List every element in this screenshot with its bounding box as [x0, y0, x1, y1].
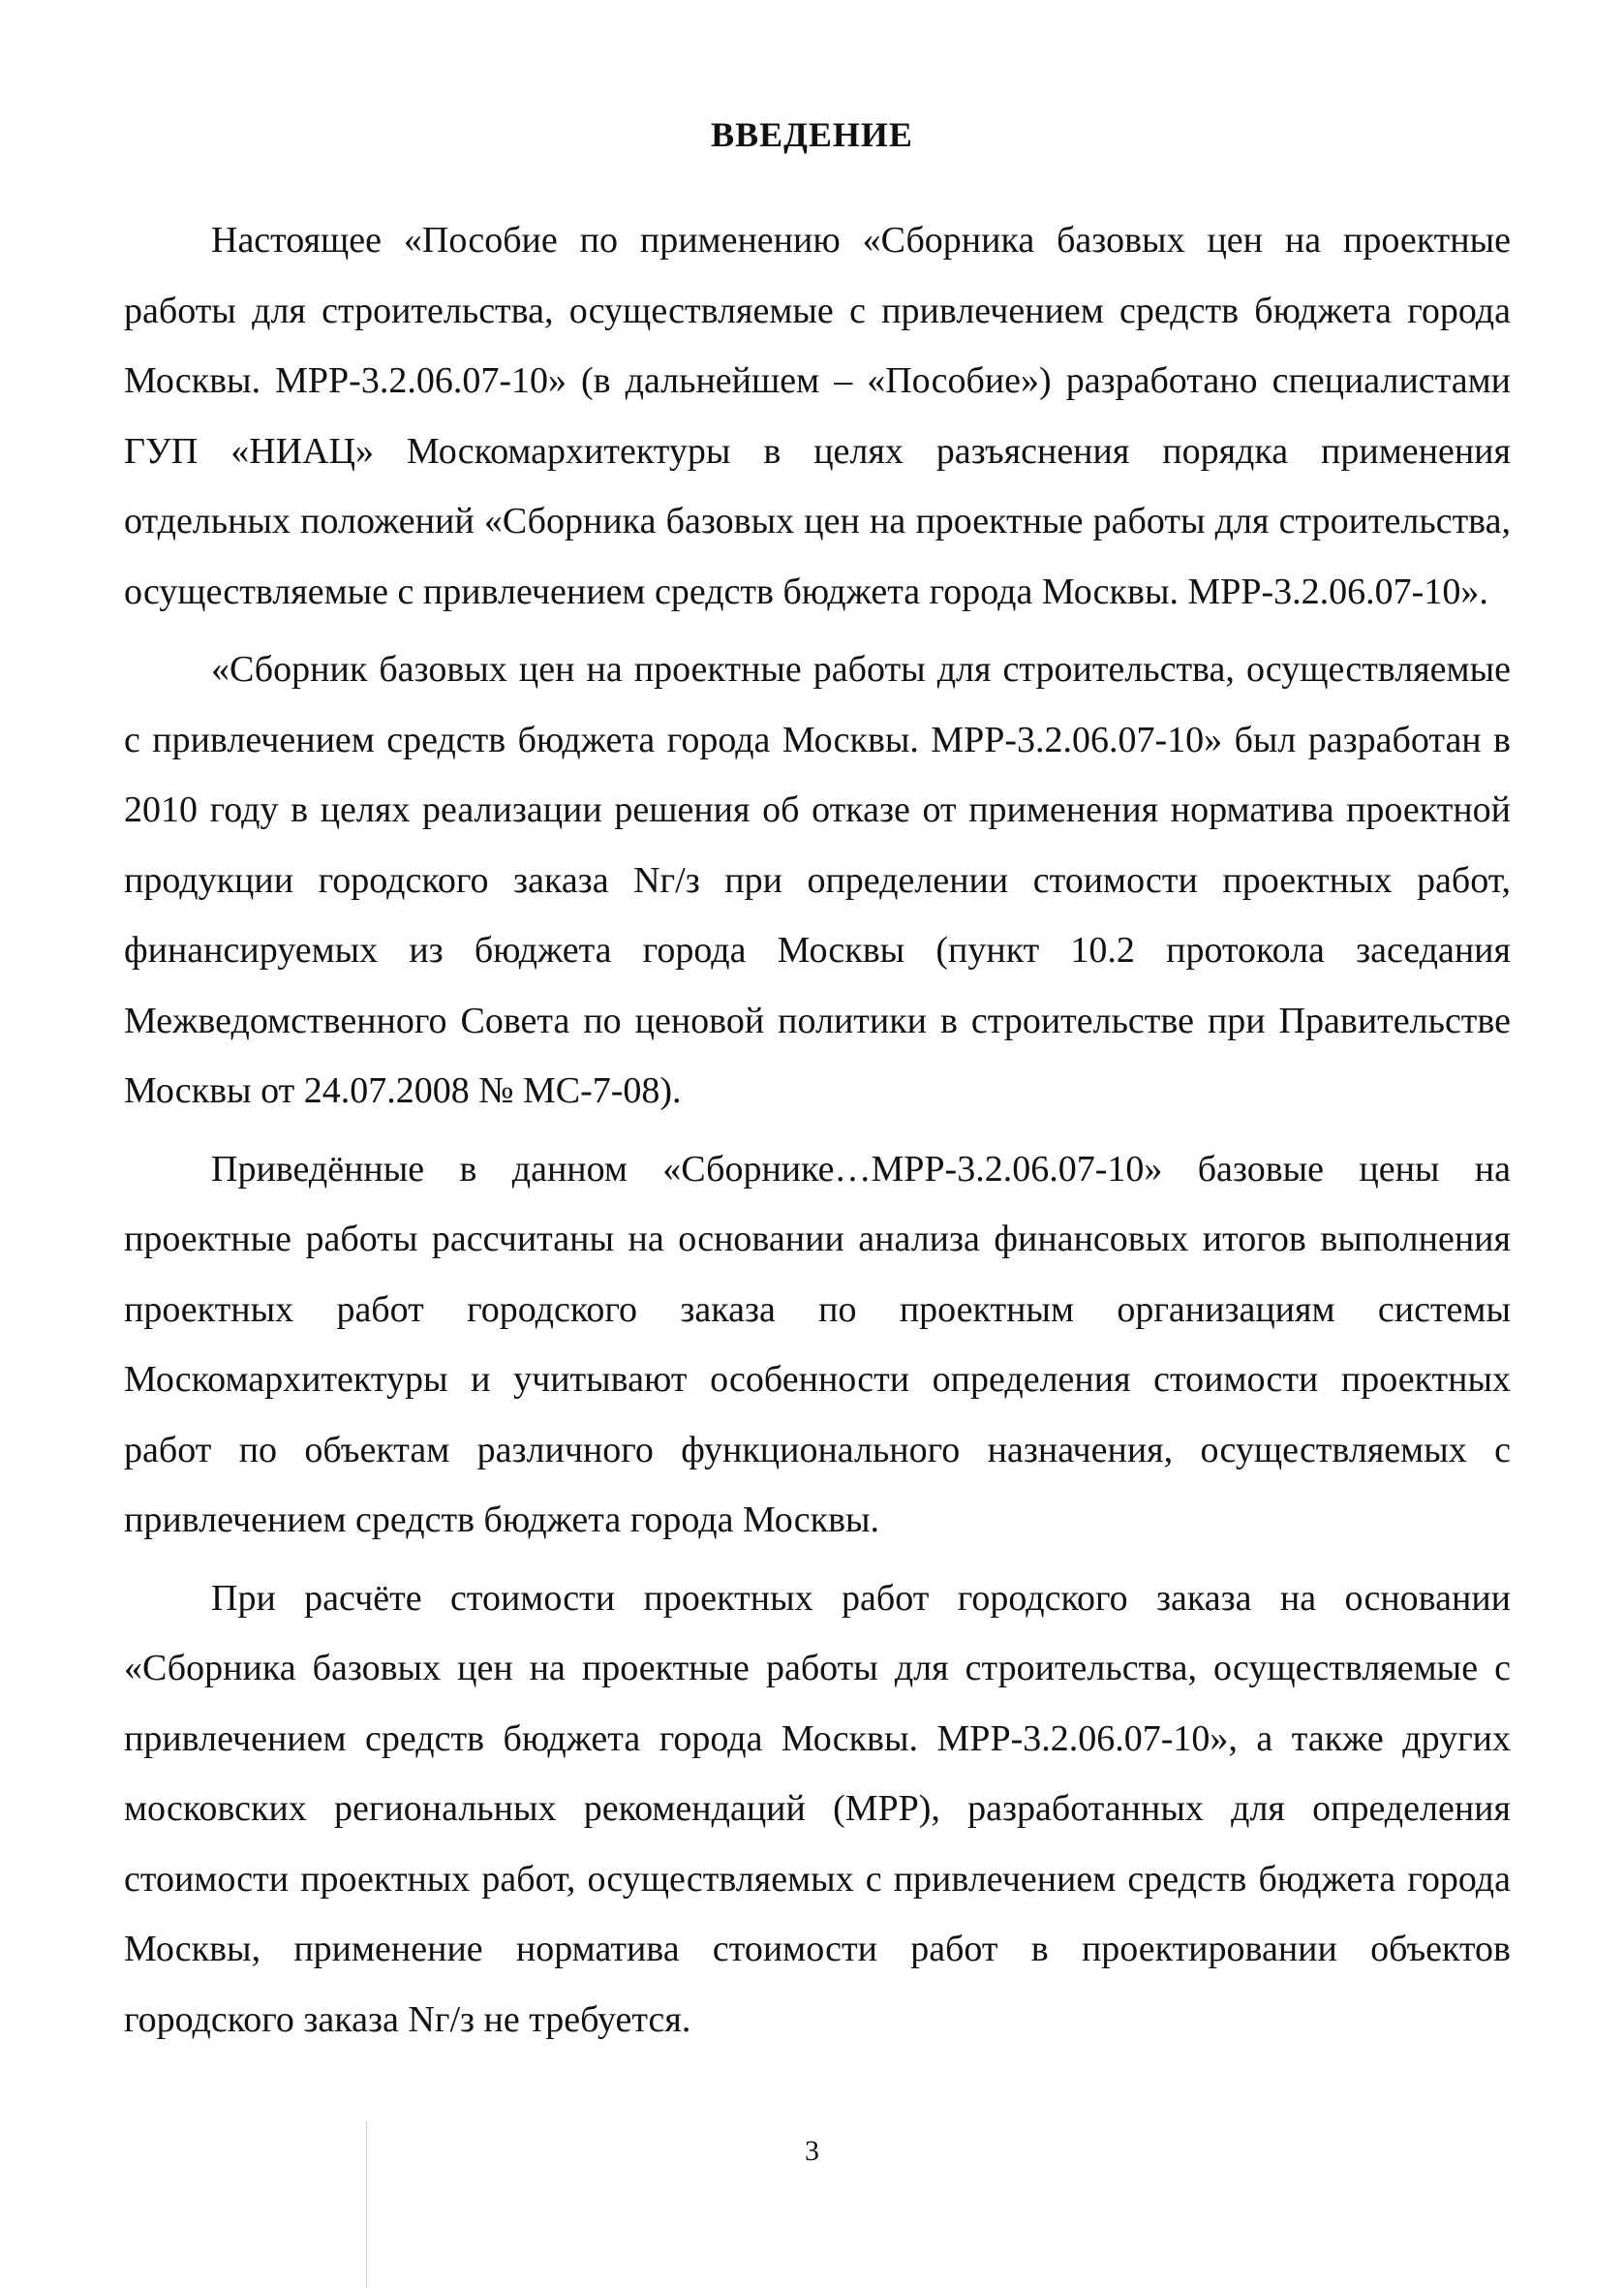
paragraph-2: «Сборник базовых цен на проектные работы для строительства, осуществляемые с привлечением средств бюджета города Москвы. МРР-3.2.06.07-10» был разработан в 2010 году в целях реализации решения об отказе от применения норматива проектной продукции городского заказа Nг/з при определении стоимости проектных работ, финансируемых из бюджета города Москвы (пункт 10.2 протокола заседания Межведомственного Совета по ценовой политики в строительстве при Правительстве Москвы от 24.07.2008 № МС-7-08).: [124, 649, 1511, 1111]
paragraph-1: Настоящее «Пособие по применению «Сборника базовых цен на проектные работы для строительства, осуществляемые с привлечением средств бюджета города Москвы. МРР-3.2.06.07-10» (в дальнейшем – «Пособие») разработано специалистами ГУП «НИАЦ» Москомархитектуры в целях разъяснения порядка применения отдельных положений «Сборника базовых цен на проектные работы для строительства, осуществляемые с привлечением средств бюджета города Москвы. МРР-3.2.06.07-10».: [124, 220, 1511, 612]
page-number: 3: [805, 2135, 819, 2167]
body-text: [124, 205, 1511, 2055]
page-title: ВВЕДЕНИЕ: [711, 115, 913, 154]
paragraph-4: При расчёте стоимости проектных работ городского заказа на основании «Сборника базовых цен на проектные работы для строительства, осуществляемые с привлечением средств бюджета города Москвы. МРР-3.2.06.07-10», а также других московских региональных рекомендаций (МРР), разработанных для определения стоимости проектных работ, осуществляемых с привлечением средств бюджета города Москвы, применение норматива стоимости работ в проектировании объектов городского заказа Nг/з не требуется.: [124, 1577, 1511, 2040]
paragraph-3: Приведённые в данном «Сборнике…МРР-3.2.06.07-10» базовые цены на проектные работы рассчитаны на основании анализа финансовых итогов выполнения проектных работ городского заказа по проектным организациям системы Москомархитектуры и учитывают особенности определения стоимости проектных работ по объектам различного функционального назначения, осуществляемых с привлечением средств бюджета города Москвы.: [124, 1148, 1511, 1540]
